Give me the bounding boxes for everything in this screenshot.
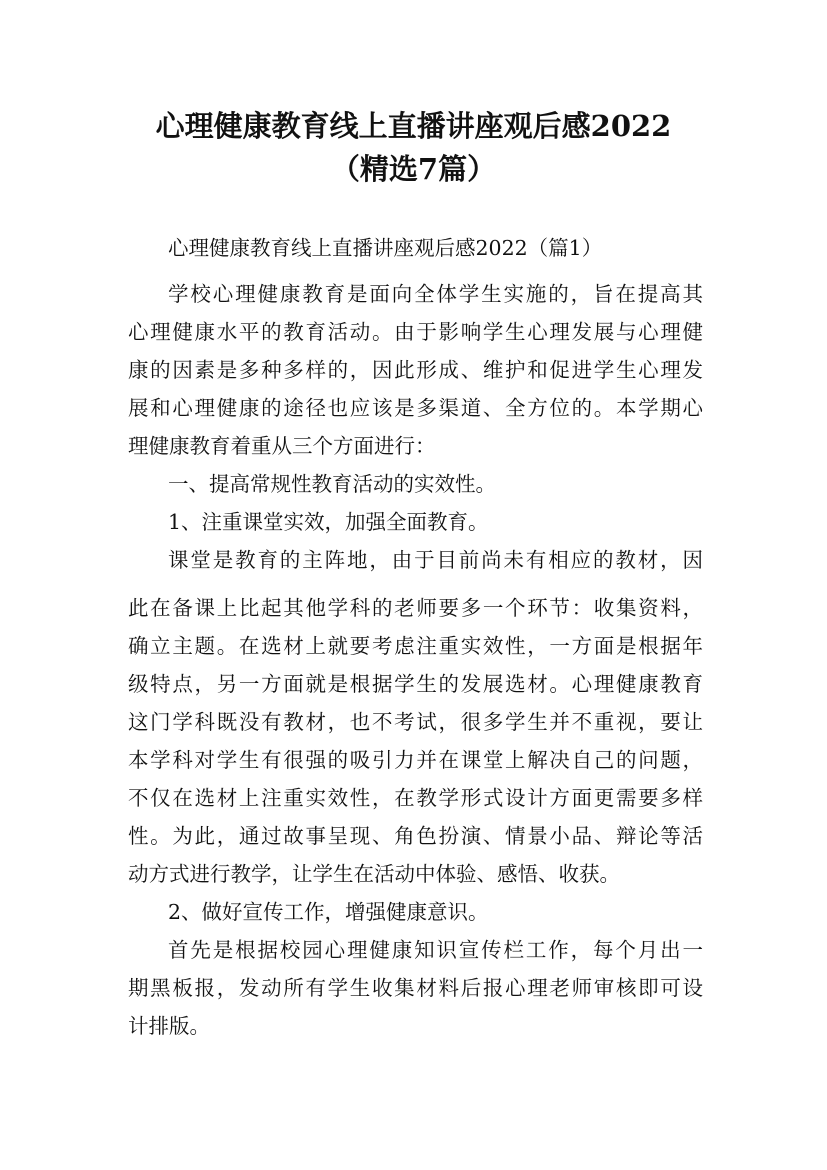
paragraph-line: 计排版。: [128, 1014, 210, 1038]
paragraph-line: 这门学科既没有教材，也不考试，很多学生并不重视，要让: [128, 710, 703, 734]
paragraph-line: 课堂是教育的主阵地，由于目前尚未有相应的教材，因: [168, 548, 703, 572]
paragraph-line: 级特点，另一方面就是根据学生的发展选材。心理健康教育: [128, 672, 703, 696]
paragraph-line: 首先是根据校园心理健康知识宣传栏工作，每个月出一: [168, 938, 703, 962]
paragraph-line: 性。为此，通过故事呈现、角色扮演、情景小品、辩论等活: [128, 824, 703, 848]
subheading: 2、做好宣传工作，增强健康意识。: [168, 900, 489, 924]
paragraph-line: 本学科对学生有很强的吸引力并在课堂上解决自己的问题，: [128, 748, 703, 772]
section-heading: 心理健康教育线上直播讲座观后感2022（篇1）: [168, 236, 603, 260]
paragraph-line: 此在备课上比起其他学科的老师要多一个环节：收集资料，: [128, 596, 703, 620]
paragraph-line: 心理健康水平的教育活动。由于影响学生心理发展与心理健: [128, 320, 703, 344]
paragraph-line: 理健康教育着重从三个方面进行：: [128, 434, 436, 458]
paragraph-line: 不仅在选材上注重实效性，在教学形式设计方面更需要多样: [128, 786, 703, 810]
paragraph-line: 康的因素是多种多样的，因此形成、维护和促进学生心理发: [128, 358, 703, 382]
subheading: 一、提高常规性教育活动的实效性。: [168, 472, 496, 496]
paragraph-line: 学校心理健康教育是面向全体学生实施的，旨在提高其: [168, 282, 703, 306]
subheading: 1、注重课堂实效，加强全面教育。: [168, 510, 489, 534]
document-title-line-1: 心理健康教育线上直播讲座观后感2022: [155, 109, 672, 143]
paragraph-line: 动方式进行教学，让学生在活动中体验、感悟、收获。: [128, 862, 620, 886]
paragraph-line: 确立主题。在选材上就要考虑注重实效性，一方面是根据年: [128, 634, 703, 658]
paragraph-line: 展和心理健康的途径也应该是多渠道、全方位的。本学期心: [128, 396, 703, 420]
paragraph-line: 期黑板报，发动所有学生收集材料后报心理老师审核即可设: [128, 976, 703, 1000]
document-title-line-2: （精选7篇）: [330, 152, 497, 186]
